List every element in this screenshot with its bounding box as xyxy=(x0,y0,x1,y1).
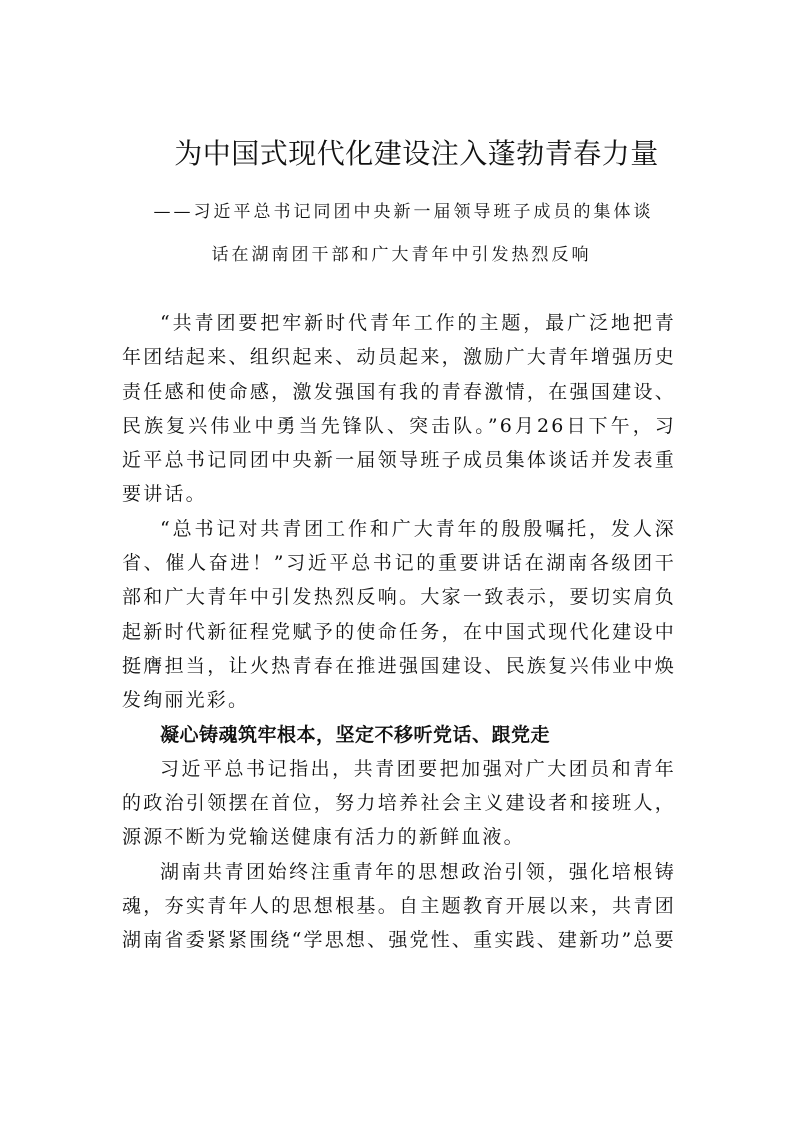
paragraph-intro-quote: “共青团要把牢新时代青年工作的主题，最广泛地把青年团结起来、组织起来、动员起来，激励广大青年增强历史责任感和使命感，激发强国有我的青春激情，在强国建设、民族复兴伟业中勇当先锋队、突击队。”6月26日下午，习近平总书记同团中央新一届领导班子成员集体谈话并发表重要讲话。 xyxy=(122,312,676,506)
paragraph-reaction: “总书记对共青团工作和广大青年的殷殷嘱托，发人深省、催人奋进！”习近平总书记的重要讲话在湖南各级团干部和广大青年中引发热烈反响。大家一致表示，要切实肩负起新时代新征程党赋予的使命任务，在中国式现代化建设中挺膺担当，让火热青春在推进强国建设、民族复兴伟业中焕发绚丽光彩。 xyxy=(122,517,676,712)
section-heading: 凝心铸魂筑牢根本，坚定不移听党话、跟党走 xyxy=(160,723,551,746)
document-subtitle-line-1: ——习近平总书记同团中央新一届领导班子成员的集体谈 xyxy=(153,202,654,222)
document-title: 为中国式现代化建设注入蓬勃青春力量 xyxy=(174,137,659,170)
document-body xyxy=(122,306,676,958)
document-subtitle-line-2: 话在湖南团干部和广大青年中引发热烈反响 xyxy=(211,245,592,265)
paragraph-hunan-league: 湖南共青团始终注重青年的思想政治引领，强化培根铸魂，夯实青年人的思想根基。自主题教育开展以来，共青团湖南省委紧紧围绕“学思想、强党性、重实践、建新功”总要 xyxy=(122,860,676,952)
paragraph-political-guidance: 习近平总书记指出，共青团要把加强对广大团员和青年的政治引领摆在首位，努力培养社会主义建设者和接班人，源源不断为党输送健康有活力的新鲜血液。 xyxy=(122,757,676,849)
